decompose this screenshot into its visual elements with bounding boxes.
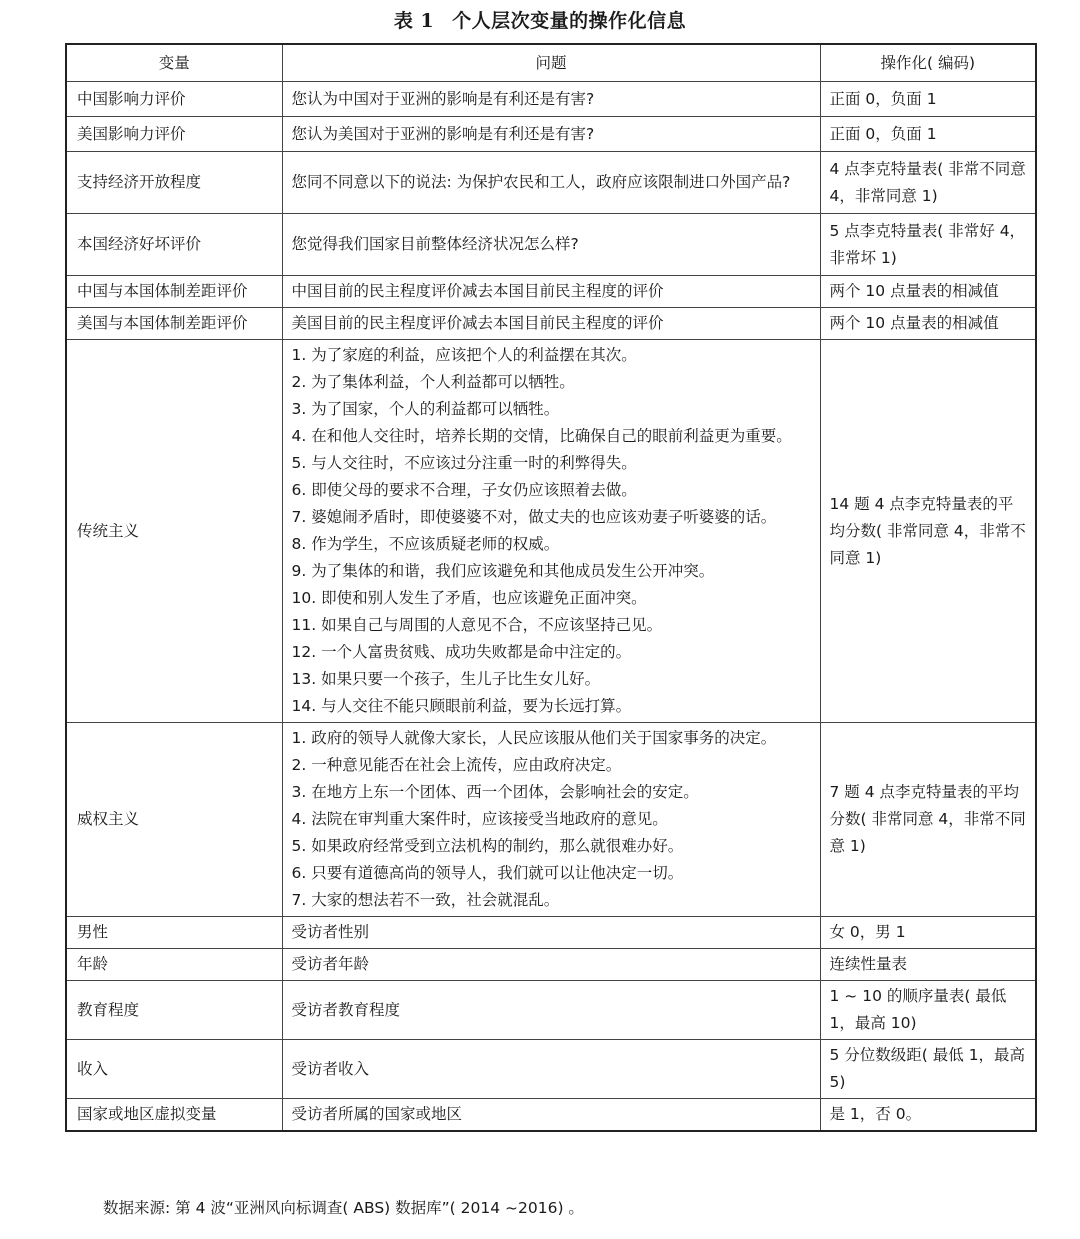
coding-cell: 5 点李克特量表( 非常好 4，非常坏 1) [820,214,1036,276]
list-item: 11. 如果自己与周围的人意见不合，不应该坚持己见。 [291,616,663,634]
variable-cell: 美国与本国体制差距评价 [66,308,282,340]
table-row [66,308,1036,340]
traditionalism-items [292,342,811,720]
table-row [66,1040,1036,1099]
question-cell: 您认为中国对于亚洲的影响是有利还是有害? [282,82,820,117]
table-row [66,214,1036,276]
header-variable: 变量 [66,44,282,82]
variable-cell: 美国影响力评价 [66,117,282,152]
variable-cell: 收入 [66,1040,282,1099]
table-row [66,917,1036,949]
header-row [66,44,1036,82]
list-item: 6. 只要有道德高尚的领导人，我们就可以让他决定一切。 [291,864,684,882]
coding-cell: 是 1，否 0。 [820,1099,1036,1132]
list-item: 9. 为了集体的和谐，我们应该避免和其他成员发生公开冲突。 [291,562,715,580]
question-cell: 您认为美国对于亚洲的影响是有利还是有害? [282,117,820,152]
question-cell: 受访者年龄 [282,949,820,981]
list-item: 10. 即使和别人发生了矛盾，也应该避免正面冲突。 [291,589,647,607]
list-item: 4. 在和他人交往时，培养长期的交情，比确保自己的眼前利益更为重要。 [291,427,792,445]
authoritarianism-items [292,725,811,914]
table-number: 表 1 [393,10,435,32]
question-cell: 受访者性别 [282,917,820,949]
table-row [66,152,1036,214]
list-item: 4. 法院在审判重大案件时，应该接受当地政府的意见。 [291,810,668,828]
coding-cell: 正面 0，负面 1 [820,117,1036,152]
coding-cell: 正面 0，负面 1 [820,82,1036,117]
list-item: 3. 在地方上东一个团体、西一个团体，会影响社会的安定。 [291,783,699,801]
coding-cell: 7 题 4 点李克特量表的平均分数( 非常同意 4，非常不同意 1) [820,723,1036,917]
list-item: 2. 一种意见能否在社会上流传，应由政府决定。 [291,756,622,774]
variable-cell: 本国经济好坏评价 [66,214,282,276]
variables-table [65,43,1037,1132]
coding-cell: 14 题 4 点李克特量表的平均分数( 非常同意 4，非常不同意 1) [820,340,1036,723]
list-item: 12. 一个人富贵贫贱、成功失败都是命中注定的。 [291,643,632,661]
coding-cell: 4 点李克特量表( 非常不同意 4，非常同意 1) [820,152,1036,214]
table-title [0,6,1080,36]
header-question: 问题 [282,44,820,82]
variable-cell: 支持经济开放程度 [66,152,282,214]
table-row [66,82,1036,117]
variable-cell: 国家或地区虚拟变量 [66,1099,282,1132]
coding-cell: 5 分位数级距( 最低 1，最高 5) [820,1040,1036,1099]
coding-cell: 1 ~ 10 的顺序量表( 最低 1，最高 10) [820,981,1036,1040]
table-row [66,276,1036,308]
list-item: 14. 与人交往不能只顾眼前利益，要为长远打算。 [291,697,632,715]
list-item: 6. 即使父母的要求不合理，子女仍应该照着去做。 [291,481,637,499]
variable-cell: 教育程度 [66,981,282,1040]
table-row [66,117,1036,152]
table-row [66,981,1036,1040]
table-row [66,340,1036,723]
question-cell: 美国目前的民主程度评价减去本国目前民主程度的评价 [282,308,820,340]
question-cell: 受访者教育程度 [282,981,820,1040]
list-item: 7. 大家的想法若不一致，社会就混乱。 [291,891,560,909]
table-row [66,949,1036,981]
question-cell [282,340,820,723]
list-item: 5. 与人交往时，不应该过分注重一时的利弊得失。 [291,454,637,472]
list-item: 8. 作为学生，不应该质疑老师的权威。 [291,535,560,553]
question-cell: 您同不同意以下的说法: 为保护农民和工人，政府应该限制进口外国产品? [282,152,820,214]
coding-cell: 两个 10 点量表的相减值 [820,276,1036,308]
variable-cell: 年龄 [66,949,282,981]
table-row [66,1099,1036,1132]
list-item: 1. 政府的领导人就像大家长，人民应该服从他们关于国家事务的决定。 [291,729,777,747]
header-coding: 操作化( 编码) [820,44,1036,82]
coding-cell: 两个 10 点量表的相减值 [820,308,1036,340]
variable-cell: 威权主义 [66,723,282,917]
question-cell [282,723,820,917]
source-note: 数据来源: 第 4 波“亚洲风向标调查( ABS) 数据库”( 2014 ~2016) 。 [103,1199,584,1217]
list-item: 1. 为了家庭的利益，应该把个人的利益摆在其次。 [291,346,637,364]
variable-cell: 传统主义 [66,340,282,723]
variable-cell: 中国影响力评价 [66,82,282,117]
coding-cell: 女 0，男 1 [820,917,1036,949]
variable-cell: 男性 [66,917,282,949]
question-cell: 您觉得我们国家目前整体经济状况怎么样? [282,214,820,276]
question-cell: 受访者收入 [282,1040,820,1099]
question-cell: 受访者所属的国家或地区 [282,1099,820,1132]
list-item: 13. 如果只要一个孩子，生儿子比生女儿好。 [291,670,601,688]
table-name: 个人层次变量的操作化信息 [452,10,687,32]
list-item: 7. 婆媳闹矛盾时，即使婆婆不对，做丈夫的也应该劝妻子听婆婆的话。 [291,508,777,526]
variable-cell: 中国与本国体制差距评价 [66,276,282,308]
list-item: 5. 如果政府经常受到立法机构的制约，那么就很难办好。 [291,837,684,855]
table-row [66,723,1036,917]
list-item: 3. 为了国家，个人的利益都可以牺牲。 [291,400,560,418]
question-cell: 中国目前的民主程度评价减去本国目前民主程度的评价 [282,276,820,308]
list-item: 2. 为了集体利益，个人利益都可以牺牲。 [291,373,575,391]
coding-cell: 连续性量表 [820,949,1036,981]
